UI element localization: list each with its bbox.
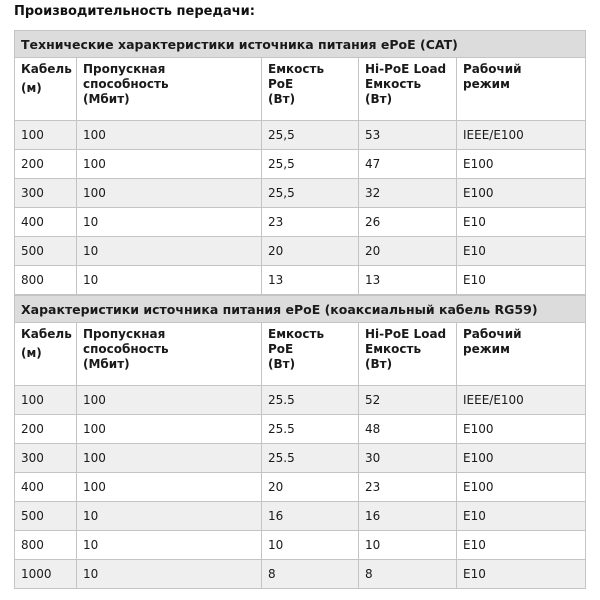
poe-capacity-cell: 25.5 <box>262 444 359 473</box>
header-units: (Вт) <box>365 92 393 106</box>
cable-length-cell: 500 <box>15 502 77 531</box>
bandwidth-cell: 100 <box>77 415 262 444</box>
hipoe-capacity-cell: 52 <box>359 386 457 415</box>
header-line: Пропускная <box>83 327 166 341</box>
table-row <box>15 150 586 179</box>
bandwidth-cell: 10 <box>77 266 262 295</box>
header-line: Hi-PoE Load <box>365 62 447 76</box>
header-units: (м) <box>21 81 42 95</box>
table-row <box>15 266 586 295</box>
table-row <box>15 444 586 473</box>
table-row <box>15 415 586 444</box>
hipoe-capacity-cell: 13 <box>359 266 457 295</box>
poe-capacity-cell: 25,5 <box>262 179 359 208</box>
hipoe-capacity-cell: 8 <box>359 560 457 589</box>
column-header-hipoe-capacity <box>359 58 457 121</box>
header-line: PoE <box>268 342 294 356</box>
poe-capacity-cell: 25.5 <box>262 386 359 415</box>
table-row <box>15 502 586 531</box>
mode-cell: E100 <box>457 179 586 208</box>
bandwidth-cell: 100 <box>77 386 262 415</box>
header-line: Емкость <box>365 77 422 91</box>
bandwidth-cell: 100 <box>77 473 262 502</box>
table-title-row <box>15 296 586 323</box>
bandwidth-cell: 10 <box>77 531 262 560</box>
poe-capacity-cell: 25,5 <box>262 150 359 179</box>
table-title: Технические характеристики источника питания ePoE (CAT) <box>15 31 586 58</box>
mode-cell: E10 <box>457 266 586 295</box>
hipoe-capacity-cell: 26 <box>359 208 457 237</box>
bandwidth-cell: 10 <box>77 237 262 266</box>
header-units: (Вт) <box>365 357 393 371</box>
poe-capacity-cell: 25.5 <box>262 415 359 444</box>
header-line: Емкость <box>365 342 422 356</box>
table-row <box>15 531 586 560</box>
header-line: Hi-PoE Load <box>365 327 447 341</box>
poe-capacity-cell: 13 <box>262 266 359 295</box>
table-row <box>15 560 586 589</box>
poe-capacity-cell: 16 <box>262 502 359 531</box>
column-header-hipoe-capacity <box>359 323 457 386</box>
poe-capacity-cell: 25,5 <box>262 121 359 150</box>
hipoe-capacity-cell: 20 <box>359 237 457 266</box>
mode-cell: E10 <box>457 502 586 531</box>
table-row <box>15 179 586 208</box>
mode-cell: E100 <box>457 415 586 444</box>
cable-length-cell: 400 <box>15 208 77 237</box>
bandwidth-cell: 100 <box>77 444 262 473</box>
header-line: способность <box>83 77 169 91</box>
column-header-mode <box>457 58 586 121</box>
page-title: Производительность передачи: <box>14 4 255 19</box>
bandwidth-cell: 100 <box>77 150 262 179</box>
poe-capacity-cell: 20 <box>262 237 359 266</box>
header-line: Пропускная <box>83 62 166 76</box>
cable-length-cell: 800 <box>15 266 77 295</box>
hipoe-capacity-cell: 47 <box>359 150 457 179</box>
mode-cell: E10 <box>457 208 586 237</box>
poe-capacity-cell: 23 <box>262 208 359 237</box>
table-epoe-coax <box>14 295 586 589</box>
header-line: Емкость <box>268 62 325 76</box>
cable-length-cell: 200 <box>15 415 77 444</box>
header-units: (Вт) <box>268 357 296 371</box>
table-row <box>15 208 586 237</box>
hipoe-capacity-cell: 16 <box>359 502 457 531</box>
mode-cell: E100 <box>457 473 586 502</box>
hipoe-capacity-cell: 10 <box>359 531 457 560</box>
header-line: Кабель <box>21 62 72 76</box>
table-body <box>15 121 586 295</box>
cable-length-cell: 200 <box>15 150 77 179</box>
bandwidth-cell: 10 <box>77 560 262 589</box>
table-epoe-cat <box>14 30 586 295</box>
table-body <box>15 386 586 589</box>
header-line: способность <box>83 342 169 356</box>
hipoe-capacity-cell: 53 <box>359 121 457 150</box>
bandwidth-cell: 10 <box>77 502 262 531</box>
mode-cell: E100 <box>457 150 586 179</box>
cable-length-cell: 400 <box>15 473 77 502</box>
cable-length-cell: 100 <box>15 386 77 415</box>
mode-cell: E10 <box>457 237 586 266</box>
header-units: (Мбит) <box>83 92 130 106</box>
mode-cell: IEEE/E100 <box>457 386 586 415</box>
table-title: Характеристики источника питания ePoE (коаксиальный кабель RG59) <box>15 296 586 323</box>
header-line: режим <box>463 77 510 91</box>
header-line: Кабель <box>21 327 72 341</box>
header-line: Рабочий <box>463 62 522 76</box>
bandwidth-cell: 100 <box>77 121 262 150</box>
header-line: режим <box>463 342 510 356</box>
column-header-bandwidth <box>77 58 262 121</box>
column-header-poe-capacity <box>262 323 359 386</box>
header-line: PoE <box>268 77 294 91</box>
table-title-row <box>15 31 586 58</box>
table-row <box>15 237 586 266</box>
header-units: (Мбит) <box>83 357 130 371</box>
bandwidth-cell: 100 <box>77 179 262 208</box>
header-units: (м) <box>21 346 42 360</box>
poe-capacity-cell: 8 <box>262 560 359 589</box>
hipoe-capacity-cell: 48 <box>359 415 457 444</box>
header-line: Рабочий <box>463 327 522 341</box>
cable-length-cell: 500 <box>15 237 77 266</box>
table-header-row <box>15 58 586 121</box>
table-header-row <box>15 323 586 386</box>
mode-cell: E100 <box>457 444 586 473</box>
cable-length-cell: 300 <box>15 179 77 208</box>
header-line: Емкость <box>268 327 325 341</box>
cable-length-cell: 300 <box>15 444 77 473</box>
mode-cell: E10 <box>457 560 586 589</box>
hipoe-capacity-cell: 32 <box>359 179 457 208</box>
bandwidth-cell: 10 <box>77 208 262 237</box>
header-units: (Вт) <box>268 92 296 106</box>
mode-cell: E10 <box>457 531 586 560</box>
poe-capacity-cell: 20 <box>262 473 359 502</box>
cable-length-cell: 800 <box>15 531 77 560</box>
poe-capacity-cell: 10 <box>262 531 359 560</box>
cable-length-cell: 1000 <box>15 560 77 589</box>
cable-length-cell: 100 <box>15 121 77 150</box>
column-header-mode <box>457 323 586 386</box>
hipoe-capacity-cell: 30 <box>359 444 457 473</box>
hipoe-capacity-cell: 23 <box>359 473 457 502</box>
table-row <box>15 386 586 415</box>
column-header-cable <box>15 323 77 386</box>
table-row <box>15 473 586 502</box>
table-row <box>15 121 586 150</box>
column-header-bandwidth <box>77 323 262 386</box>
column-header-poe-capacity <box>262 58 359 121</box>
mode-cell: IEEE/E100 <box>457 121 586 150</box>
column-header-cable <box>15 58 77 121</box>
